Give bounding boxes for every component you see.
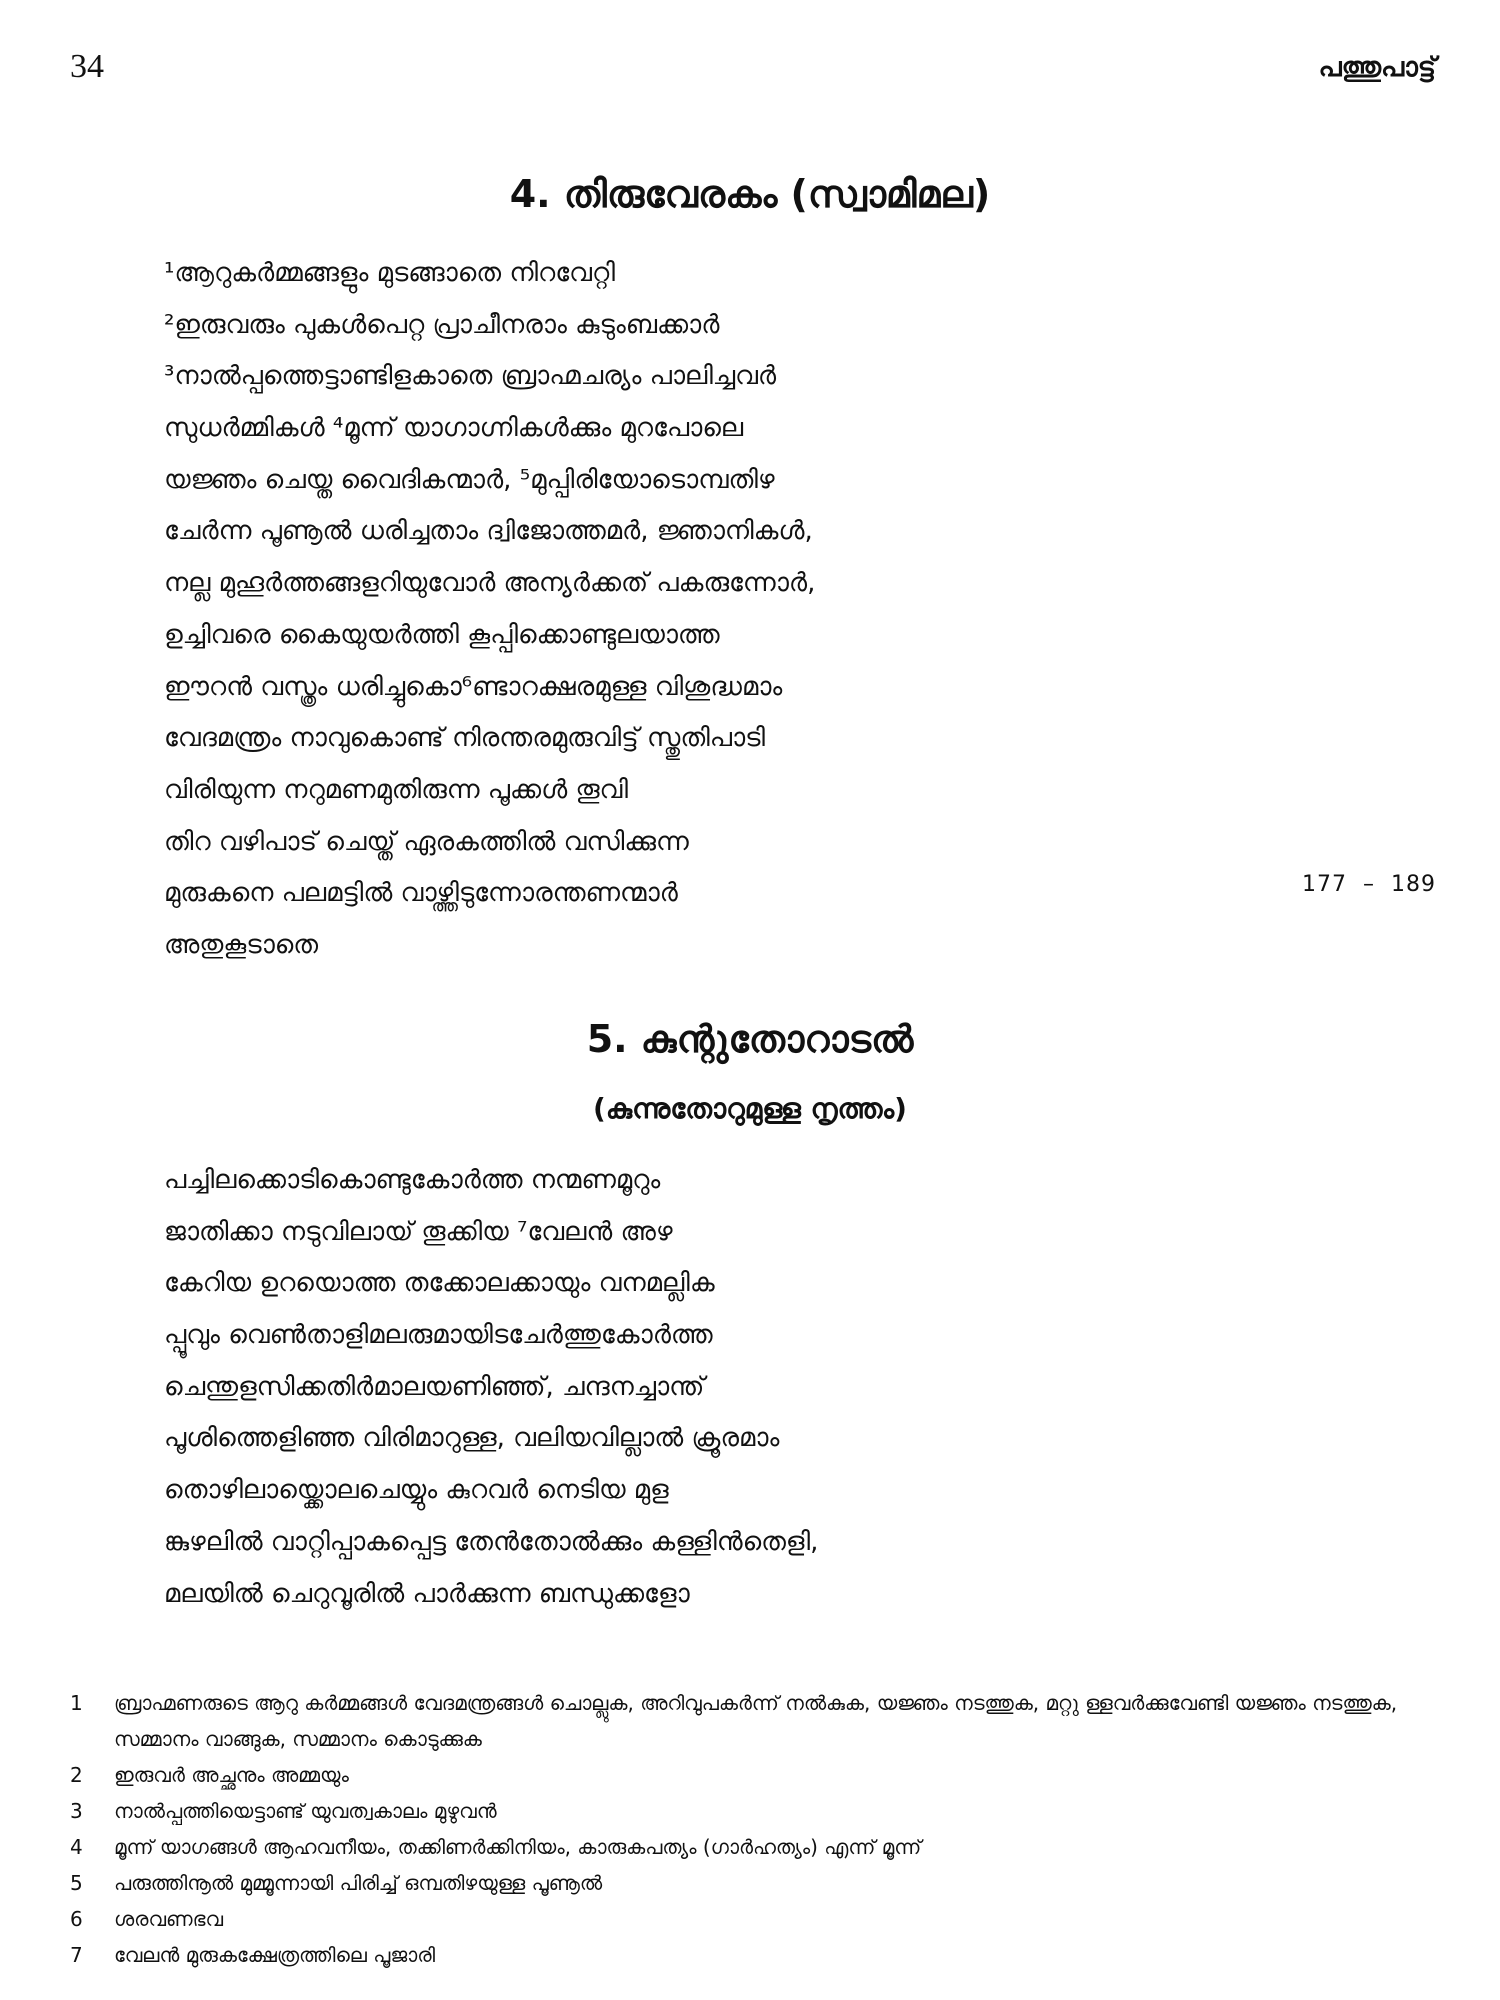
footnote <box>70 1793 1440 1829</box>
verse-line: ഉച്ചിവരെ കൈയുയർത്തി കൂപ്പിക്കൊണ്ടുലയാത്ത <box>164 619 720 650</box>
verse-line: കേറിയ ഉറയൊത്ത തക്കോലക്കായും വനമല്ലിക <box>164 1268 715 1299</box>
footnote-number: 4 <box>70 1835 83 1859</box>
section-4-title: 4. തിരുവേരകം (സ്വാമിമല) <box>509 171 991 216</box>
verse-line: തിറ വഴിപാട് ചെയ്ത് ഏരകത്തിൽ വസിക്കുന്ന <box>164 826 689 857</box>
footnote <box>70 1757 1440 1793</box>
footnote-text: പരുത്തിനൂൽ മുമ്മൂന്നായി പിരിച്ച് ഒമ്പതിഴയുള്ള പൂണൂൽ <box>114 1871 603 1895</box>
verse-line: ¹ആറുകർമ്മങ്ങളും മുടങ്ങാതെ നിറവേറ്റി <box>164 258 615 288</box>
verse-line: സുധർമ്മികൾ ⁴മൂന്ന് യാഗാഗ്നികൾക്കും മുറപോലെ <box>164 413 744 444</box>
verse-line: അതുകൂടാതെ <box>164 929 319 960</box>
footnote-number: 5 <box>70 1871 83 1895</box>
footnote-text: ശരവണഭവ <box>114 1907 224 1931</box>
footnote-text: ബ്രാഹ്മണരുടെ ആറു കർമ്മങ്ങൾ വേദമന്ത്രങ്ങൾ ചൊല്ലുക, അറിവുപകർന്ന് നൽകുക, യജ്ഞം നടത്തുക, മറ്റു ള്ളവർക്കുവേണ്ടി യജ്ഞം നടത്തുക, സമ്മാനം വാങ്ങുക, സമ്മാനം കൊടുക്കുക <box>114 1691 1398 1751</box>
line-range: 177 – 189 <box>1302 872 1436 897</box>
verse-line: ഈറൻ വസ്ത്രം ധരിച്ചുകൊ⁶ണ്ടാറക്ഷരമുള്ള വിശുദ്ധമാം <box>164 671 783 702</box>
footnote-number: 1 <box>70 1691 83 1715</box>
verse-line: ³നാൽപ്പത്തെട്ടാണ്ടിളകാതെ ബ്രാഹ്മചര്യം പാലിച്ചവർ <box>164 361 777 392</box>
verse-line: ങ്കുഴലിൽ വാറ്റിപ്പാകപ്പെട്ട തേൻതോൽക്കും കള്ളിൻതെളി, <box>164 1526 819 1557</box>
verse-line: വേദമന്ത്രം നാവുകൊണ്ട് നിരന്തരമുരുവിട്ട് സ്തുതിപാടി <box>164 723 766 754</box>
footnote-number: 3 <box>70 1799 83 1823</box>
footnote-number: 6 <box>70 1907 83 1931</box>
footnote <box>70 1685 1440 1757</box>
footnote-text: വേലൻ മുരുകക്ഷേത്രത്തിലെ പൂജാരി <box>114 1943 436 1967</box>
section-5-title: 5. കുന്റുതോറാടൽ <box>586 1016 914 1061</box>
footnote-number: 7 <box>70 1943 83 1967</box>
verse-line: മലയിൽ ചെറുവൂരിൽ പാർക്കുന്ന ബന്ധുക്കളോ <box>164 1578 690 1609</box>
footnote-text: ഇരുവർ അച്ഛനും അമ്മയും <box>114 1763 349 1787</box>
running-head: പത്തുപാട്ട് <box>1318 52 1436 83</box>
verse-line: ജാതിക്കാ നടുവിലായ് തൂക്കിയ ⁷വേലൻ അഴ <box>164 1216 673 1247</box>
verse-line: പ്പൂവും വെൺതാളിമലരുമായിടചേർത്തുകോർത്ത <box>164 1320 713 1351</box>
verse-line: നല്ല മുഹൂർത്തങ്ങളറിയുവോർ അന്യർക്കത് പകരുന്നോർ, <box>164 568 816 599</box>
footnote <box>70 1901 1440 1937</box>
section-5-verse <box>164 1155 818 1620</box>
footnote <box>70 1865 1440 1901</box>
footnote-text: നാൽപ്പത്തിയെട്ടാണ്ട് യുവത്വകാലം മുഴുവൻ <box>114 1799 497 1823</box>
page-number: 34 <box>70 48 104 85</box>
verse-line: പച്ചിലക്കൊടികൊണ്ടുകോർത്ത നന്മണമൂറും <box>164 1165 661 1195</box>
verse-line: പൂശിത്തെളിഞ്ഞ വിരിമാറുള്ള, വലിയവില്ലാൽ ക്രൂരമാം <box>164 1423 780 1454</box>
footnote-number: 2 <box>70 1763 83 1787</box>
verse-line: വിരിയുന്ന നറുമണമുതിരുന്ന പൂക്കൾ തൂവി <box>164 774 628 805</box>
footnote-text: മൂന്ന് യാഗങ്ങൾ ആഹവനീയം, തക്കിണർക്കിനിയം, കാരുകപത്യം (ഗാർഹത്യം) എന്ന് മൂന്ന് <box>114 1835 922 1859</box>
verse-line: ²ഇരുവരും പുകൾപെറ്റ പ്രാചീനരാം കുടുംബക്കാർ <box>164 309 720 340</box>
section-4-verse <box>164 248 815 972</box>
verse-line: യജ്ഞം ചെയ്ത വൈദികന്മാർ, ⁵മുപ്പിരിയോടൊമ്പതിഴ <box>164 464 775 495</box>
verse-line: തൊഴിലായ്ക്കൊലചെയ്യും കുറവർ നെടിയ മുള <box>164 1475 669 1506</box>
footnote <box>70 1937 1440 1973</box>
verse-line: ചെന്തുളസിക്കതിർമാലയണിഞ്ഞ്, ചന്ദനച്ചാന്ത് <box>164 1371 705 1402</box>
verse-line: മുരുകനെ പലമട്ടിൽ വാഴ്ത്തിടുന്നോരന്തണന്മാർ <box>164 878 678 909</box>
footnote <box>70 1829 1440 1865</box>
section-5-subtitle: (കുന്നുതോറുമുള്ള നൃത്തം) <box>593 1092 907 1125</box>
verse-line: ചേർന്ന പൂണൂൽ ധരിച്ചതാം ദ്വിജോത്തമർ, ജ്ഞാനികൾ, <box>164 516 813 547</box>
footnotes <box>70 1685 1440 1973</box>
